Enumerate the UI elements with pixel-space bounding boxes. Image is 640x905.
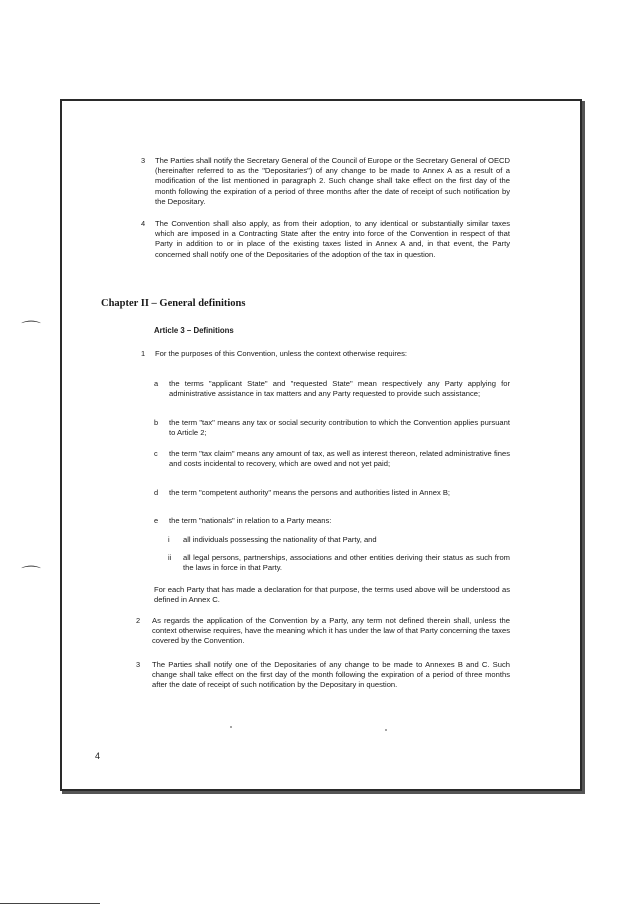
item-label: a — [154, 379, 159, 388]
definition-c: the term "tax claim" means any amount of tax, as well as interest thereon, related administrative fines and costs incidental to recovery, which are owed and not yet paid; — [169, 449, 510, 469]
scan-speck — [230, 726, 232, 728]
paragraph-4: The Convention shall also apply, as from their adoption, to any identical or substantially similar taxes which are imposed in a Contracting State after the entry into force of the Convention in respect of that Party in addition to or in place of the existing taxes listed in Annex A and, in that event, the Party concerned shall notify one of the Depositaries of the adoption of the tax in question. — [155, 219, 510, 259]
paragraph-number: 4 — [141, 219, 146, 228]
article-3-paragraph-2: As regards the application of the Convention by a Party, any term not defined therein shall, unless the context otherwise requires, have the meaning which it has under the law of that Party concerning the taxes covered by the Convention. — [152, 616, 510, 646]
item-label: d — [154, 488, 159, 497]
paragraph-number: 1 — [141, 349, 146, 358]
chapter-title: Chapter II – General definitions — [101, 298, 246, 309]
scan-speck — [385, 729, 387, 731]
article-3-intro: For the purposes of this Convention, unless the context otherwise requires: — [155, 349, 407, 358]
item-label: i — [168, 535, 170, 544]
definition-e-ii: all legal persons, partnerships, associations and other entities deriving their status as such from the laws in force in that Party. — [183, 553, 510, 573]
frame-shadow — [62, 791, 585, 794]
frame-shadow — [582, 101, 585, 793]
item-label: e — [154, 516, 159, 525]
paragraph-number: 2 — [136, 616, 141, 625]
margin-mark: ⌒ — [21, 320, 41, 336]
margin-mark: ⌒ — [21, 565, 41, 581]
article-title: Article 3 – Definitions — [154, 326, 234, 335]
item-label: c — [154, 449, 158, 458]
article-3-paragraph-3: The Parties shall notify one of the Depositaries of any change to be made to Annexes B and C. Such change shall take effect on the first day of the month following the expiration of a period of three months after the date of receipt of such notification by the Depositary in question. — [152, 660, 510, 690]
definition-e-i: all individuals possessing the nationality of that Party, and — [183, 535, 377, 544]
definition-b: the term "tax" means any tax or social security contribution to which the Convention applies pursuant to Article 2; — [169, 418, 510, 438]
item-label: b — [154, 418, 159, 427]
definition-a: the terms "applicant State" and "requested State" mean respectively any Party applying for administrative assistance in tax matters and any Party requested to provide such assistance; — [169, 379, 510, 399]
definition-d: the term "competent authority" means the persons and authorities listed in Annex B; — [169, 488, 451, 497]
page-number: 4 — [95, 751, 101, 761]
annex-c-note: For each Party that has made a declaration for that purpose, the terms used above will be understood as defined in Annex C. — [154, 585, 510, 605]
footer-rule — [0, 903, 100, 904]
paragraph-3: The Parties shall notify the Secretary General of the Council of Europe or the Secretary General of OECD (hereinafter referred to as the "Depositaries") of any change to be made to Annex A as a result of a modification of the list mentioned in paragraph 2. Such change shall take effect on the first day of the month following the expiration of a period of three months after the date of receipt of such notification by the Depositary. — [155, 156, 510, 206]
paragraph-number: 3 — [141, 156, 146, 165]
item-label: ii — [168, 553, 172, 562]
paragraph-number: 3 — [136, 660, 141, 669]
definition-e: the term "nationals" in relation to a Party means: — [169, 516, 332, 525]
